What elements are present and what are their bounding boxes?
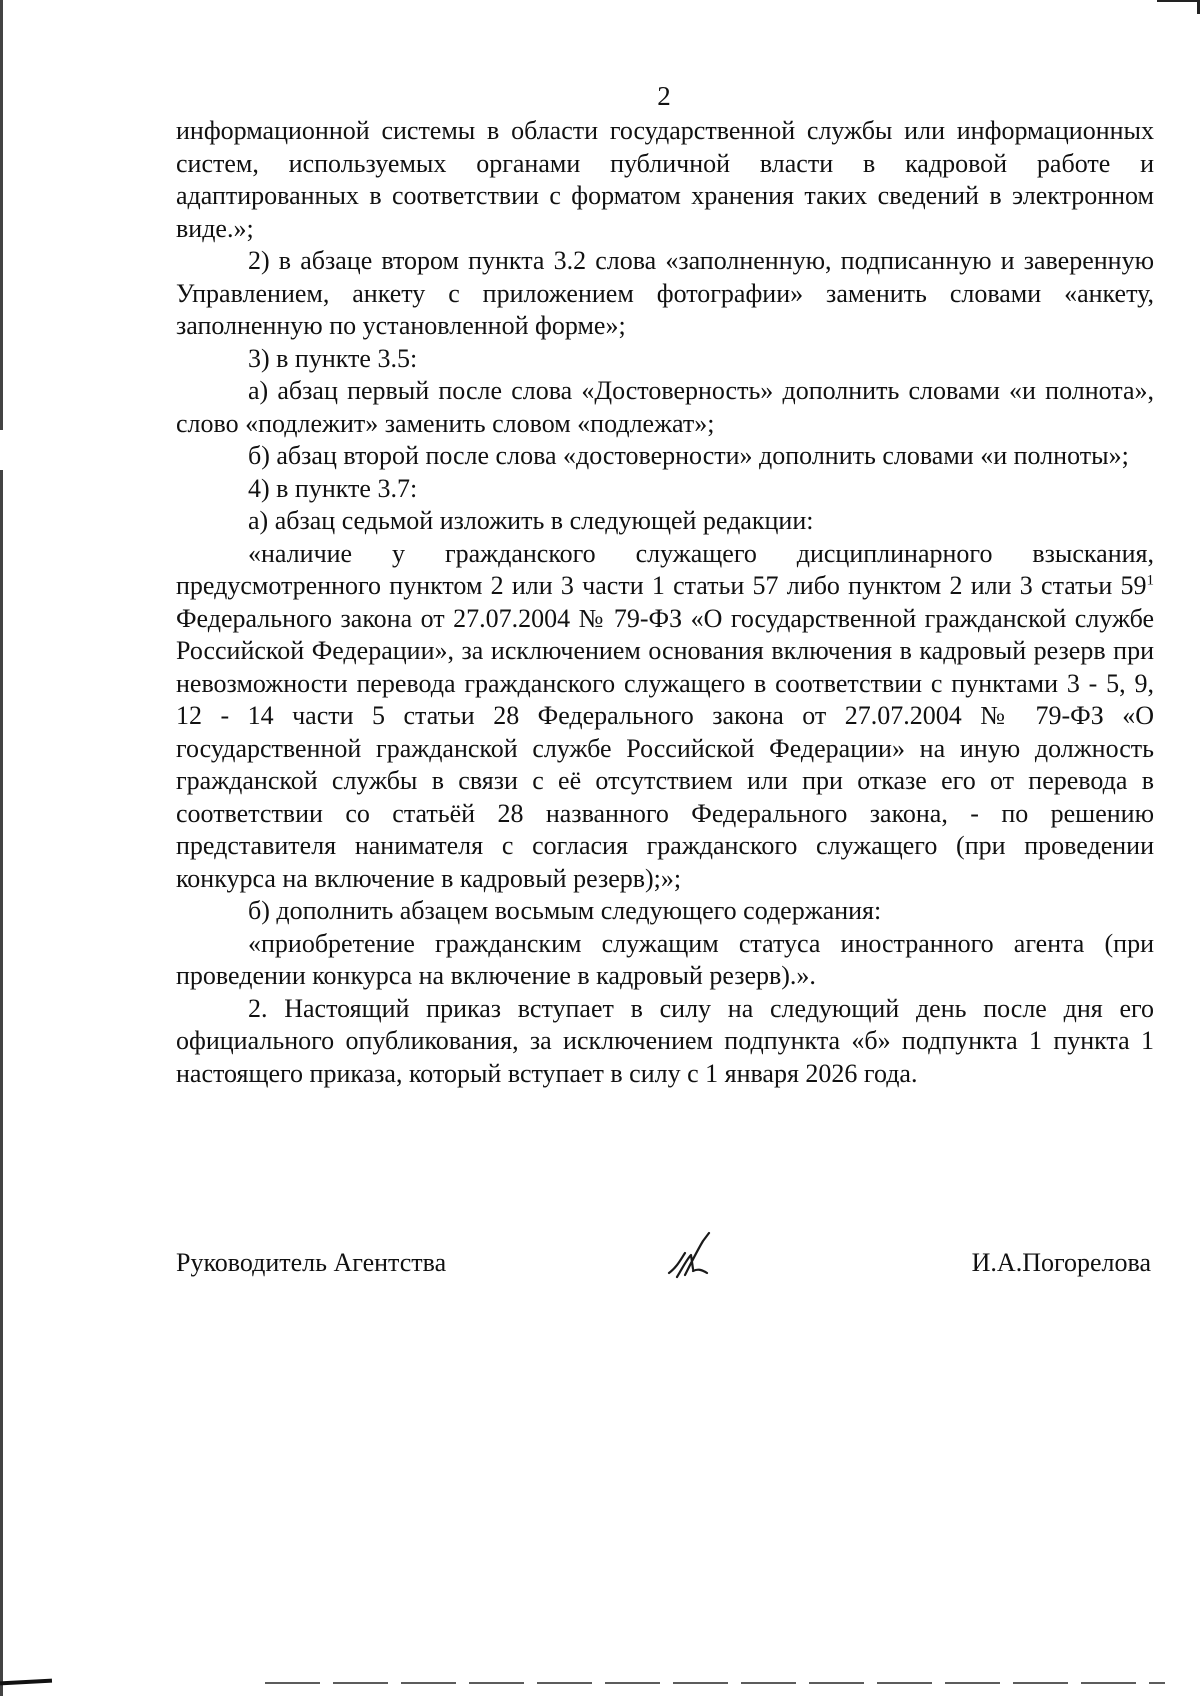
paragraph-item-4b: б) дополнить абзацем восьмым следующего содержания:: [248, 896, 882, 925]
paragraph-item-3b: б) абзац второй после слова «достоверности» дополнить словами «и полноты»;: [248, 441, 1129, 470]
page-number: 2: [657, 81, 671, 111]
quoted-text-part-1: «наличие у гражданского служащего дисциплинарного взыскания, предусмотренного пунктом 2 или 3 части 1 статьи 57 либо пунктом 2 или 3 статьи 59: [176, 538, 1154, 600]
paragraph-clause-2: 2. Настоящий приказ вступает в силу на следующий день после дня его официального опубликования, за исключением подпункта «б» подпункта 1 пункта 1 настоящего приказа, который вступает в силу с 1 января 2026 года.: [176, 993, 1154, 1088]
scan-edge-artifact-bottom: [265, 1682, 1165, 1684]
paragraph-new-text: «приобретение гражданским служащим статуса иностранного агента (при проведении конкурса на включение в кадровый резерв).».: [176, 928, 1154, 990]
paragraph-item-2: 2) в абзаце втором пункта 3.2 слова «заполненную, подписанную и заверенную Управлением, анкету с приложением фотографии» заменить словами «анкету, заполненную по установленной форме»;: [176, 246, 1154, 340]
paragraph-item-3a: а) абзац первый после слова «Достоверность» дополнить словами «и полнота», слово «подлежит» заменить словом «подлежат»;: [176, 376, 1154, 438]
signer-name: И.А.Погорелова: [971, 1248, 1151, 1277]
paragraph-item-4a: а) абзац седьмой изложить в следующей редакции:: [248, 506, 814, 535]
scan-edge-artifact-left: [0, 0, 3, 1696]
paragraph-quoted-text: [176, 538, 1154, 896]
scan-edge-artifact-bottom-left: [0, 1679, 52, 1686]
quoted-text-part-2: Федерального закона от 27.07.2004 № 79-ФЗ «О государственной гражданской службе Российской Федерации», за исключением основания включения в кадровый резерв при невозможности перевода гражданского служащего в соответствии с пунктами 3 - 5, 9, 12 - 14 части 5 статьи 28 Федерального закона от 27.07.2004 № 79-ФЗ «О государственной гражданской службе Российской Федерации» на иную должность гражданской службы в связи с её отсутствием или при отказе его от перевода в соответствии со статьёй 28 названного Федерального закона, - по решению представителя нанимателя с согласия гражданского служащего (при проведении конкурса на включение в кадровый резерв);»;: [176, 603, 1154, 893]
handwritten-signature-icon: [663, 1229, 723, 1285]
paragraph-item-3: 3) в пункте 3.5:: [248, 343, 418, 373]
paragraph-item-4: 4) в пункте 3.7:: [248, 473, 418, 503]
article-superscript: 1: [1146, 572, 1154, 589]
signature-block: [176, 1247, 1151, 1297]
scan-edge-artifact-top-right: [1157, 0, 1200, 14]
paragraph-continuation: информационной системы в области государственной службы или информационных систем, используемых органами публичной власти в кадровой работе и адаптированных в соответствии с форматом хранения таких сведений в электронном виде.»;: [176, 116, 1154, 243]
document-body: [176, 115, 1154, 1090]
signer-position: Руководитель Агентства: [176, 1248, 447, 1277]
